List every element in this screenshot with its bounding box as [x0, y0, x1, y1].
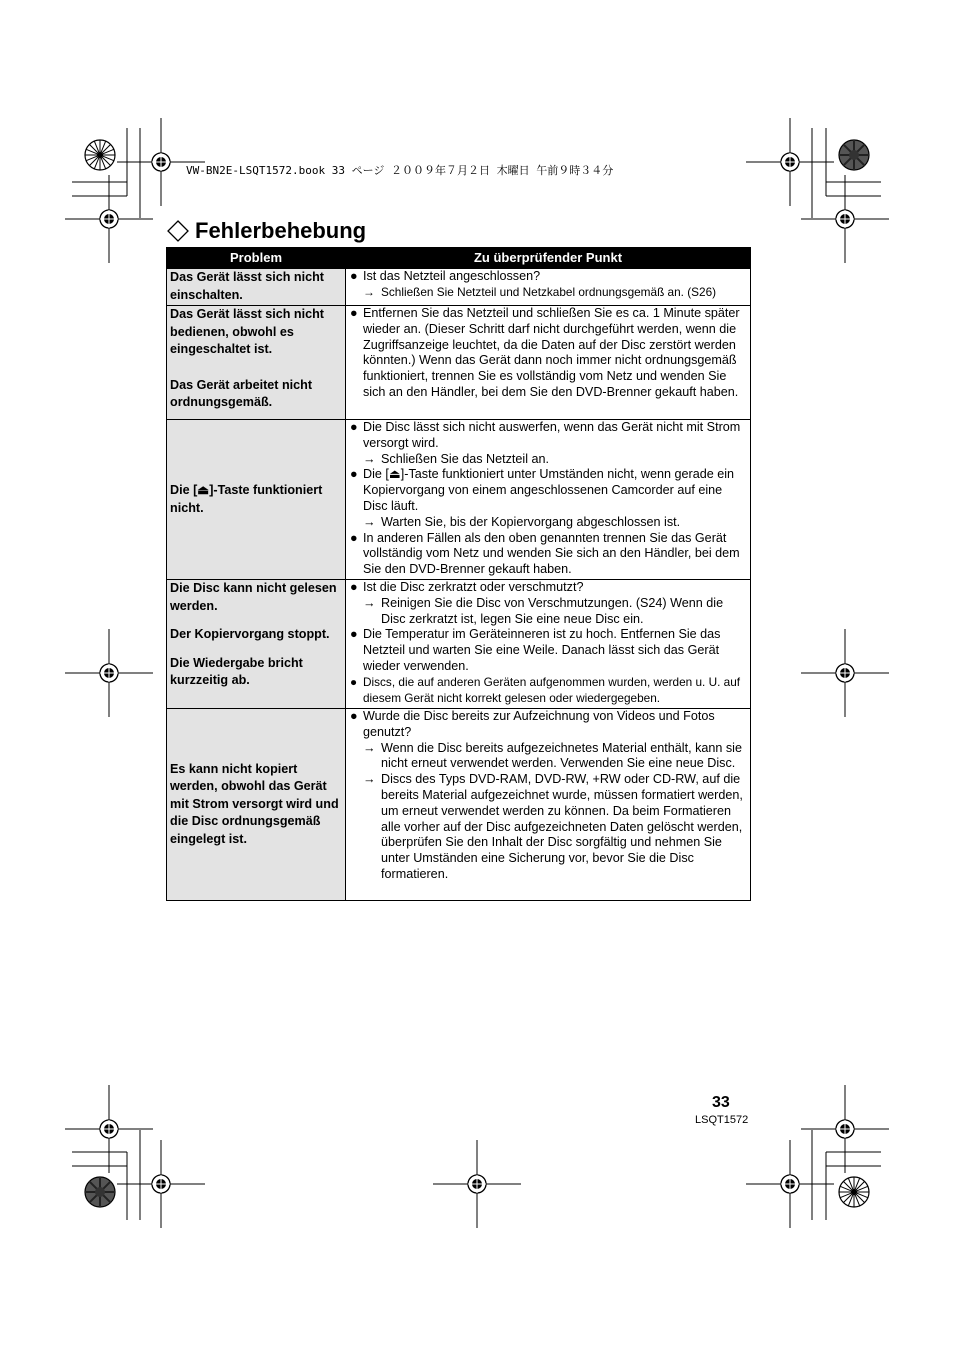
arrow-icon: →: [363, 740, 376, 755]
bullet-icon: ●: [350, 709, 358, 723]
bullet-text: Discs, die auf anderen Geräten aufgenommen wurden, werden u. U. auf diesem Gerät nicht korrekt gelesen oder wiedergegeben.: [363, 674, 741, 705]
table-header-row: [167, 248, 751, 269]
check-cell: [346, 420, 751, 580]
bullet-text: Wurde die Disc bereits zur Aufzeichnung von Videos und Fotos genutzt?: [363, 709, 715, 739]
problem-text: Der Kopiervorgang stoppt.: [170, 627, 330, 641]
problem-cell: [167, 709, 346, 901]
arrow-icon: →: [363, 595, 376, 610]
list-item: [350, 531, 746, 578]
problem-text: Das Gerät lässt sich nicht einschalten.: [170, 270, 324, 302]
problem-cell: [167, 306, 346, 420]
problem-text: Das Gerät lässt sich nicht bedienen, obwohl es eingeschaltet ist.: [170, 307, 324, 356]
list-item: [350, 709, 746, 741]
problem-text: Die [⏏]-Taste funktioniert nicht.: [170, 483, 323, 515]
answer-item: [350, 596, 746, 628]
answer-text: Warten Sie, bis der Kopiervorgang abgeschlossen ist.: [381, 514, 681, 529]
bullet-icon: ●: [350, 269, 358, 283]
bullet-text: Die Temperatur im Geräteinneren ist zu hoch. Entfernen Sie das Netzteil und warten Sie eine Weile. Danach lässt sich das Gerät wieder verwenden.: [363, 627, 721, 673]
answer-item: [350, 285, 746, 301]
arrow-icon: →: [363, 772, 376, 787]
list-item: [350, 627, 746, 674]
list-item: [350, 675, 746, 707]
bullet-text: Ist die Disc zerkratzt oder verschmutzt?: [363, 580, 584, 594]
problem-text: Es kann nicht kopiert werden, obwohl das Gerät mit Strom versorgt wird und die Disc ordnungsgemäß eingelegt ist.: [170, 761, 339, 846]
bullet-icon: ●: [350, 580, 358, 594]
table-row: [167, 420, 751, 580]
column-header-check: Zu überprüfender Punkt: [346, 248, 751, 269]
table-row: [167, 580, 751, 709]
answer-text: Wenn die Disc bereits aufgezeichnetes Material enthält, kann sie nicht erneut verwendet werden. Verwenden Sie eine neue Disc.: [381, 740, 742, 771]
problem-text: Die Wiedergabe bricht kurzzeitig ab.: [170, 655, 303, 687]
print-header: VW-BN2E-LSQT1572.book 33 ページ ２００９年７月２日 木曜日 午前９時３４分: [186, 164, 614, 177]
troubleshooting-table: [166, 247, 751, 901]
section-heading: [167, 217, 366, 245]
document-code: LSQT1572: [695, 1114, 749, 1126]
check-cell: [346, 580, 751, 709]
answer-text: Discs des Typs DVD-RAM, DVD-RW, +RW oder CD-RW, auf die bereits Material aufgezeichnet wurde, müssen formatiert werden, um erneut verwendet werden zu können. Da beim Formatieren alle vorher auf der Disc aufgezeichneten Daten gelöscht werden, überprüfen Sie den Inhalt der Disc sorgfältig und nehmen Sie unter Umständen eine Sicherung vor, bevor Sie die Disc formatieren.: [381, 772, 743, 881]
list-item: [350, 269, 746, 285]
answer-item: [350, 741, 746, 773]
answer-text: Reinigen Sie die Disc von Verschmutzungen. (S24) Wenn die Disc zerkratzt ist, legen Sie eine neue Disc ein.: [381, 595, 724, 626]
bullet-icon: ●: [350, 530, 358, 545]
check-cell: [346, 306, 751, 420]
bullet-text: Die Disc lässt sich nicht auswerfen, wenn das Gerät nicht mit Strom versorgt wird.: [363, 420, 741, 450]
check-cell: [346, 269, 751, 306]
bullet-icon: ●: [350, 306, 358, 320]
bullet-icon: ●: [350, 674, 358, 689]
bullet-text: Ist das Netzteil angeschlossen?: [363, 269, 541, 283]
answer-item: [350, 772, 746, 883]
bullet-text: In anderen Fällen als den oben genannten trennen Sie das Gerät vollständig vom Netz und wenden Sie sich an den Händler, bei dem Sie den DVD-Brenner gekauft haben.: [363, 530, 740, 577]
answer-text: Schließen Sie Netzteil und Netzkabel ordnungsgemäß an. (S26): [381, 284, 717, 299]
arrow-icon: →: [363, 284, 375, 299]
check-cell: [346, 709, 751, 901]
problem-text: Die Disc kann nicht gelesen werden.: [170, 581, 337, 613]
arrow-icon: →: [363, 451, 376, 466]
answer-item: [350, 452, 746, 468]
diamond-icon: [167, 220, 189, 242]
bullet-text: Entfernen Sie das Netzteil und schließen Sie es ca. 1 Minute später wieder an. (Dieser Schritt darf nicht durchgeführt werden, wenn die Zugriffsanzeige leuchtet, da die Daten auf der Disc zerstört werden könnten.) Wenn das Gerät dann noch immer nicht ordnungsgemäß funktioniert, trennen Sie es vollständig vom Netz und wenden Sie sich an den Händler, bei dem Sie den DVD-Brenner gekauft haben.: [363, 306, 740, 399]
list-item: [350, 580, 746, 596]
list-item: [350, 420, 746, 452]
answer-item: [350, 515, 746, 531]
table-row: [167, 306, 751, 420]
bullet-text: Die [⏏]-Taste funktioniert unter Umständen nicht, wenn gerade ein Kopiervorgang von einem angeschlossenen Camcorder auf eine Disc läuft.: [363, 467, 735, 513]
problem-text: Das Gerät arbeitet nicht ordnungsgemäß.: [170, 377, 313, 409]
page-title: Fehlerbehebung: [195, 218, 367, 243]
bullet-icon: ●: [350, 467, 358, 482]
list-item: [350, 306, 746, 401]
bullet-icon: ●: [350, 627, 358, 642]
arrow-icon: →: [363, 514, 376, 529]
problem-cell: [167, 580, 346, 709]
table-row: [167, 269, 751, 306]
list-item: [350, 467, 746, 514]
problem-cell: [167, 420, 346, 580]
bullet-icon: ●: [350, 420, 358, 434]
table-row: [167, 709, 751, 901]
page-number: 33: [712, 1094, 730, 1111]
problem-cell: [167, 269, 346, 306]
column-header-problem: Problem: [167, 248, 346, 269]
answer-text: Schließen Sie das Netzteil an.: [381, 451, 550, 466]
